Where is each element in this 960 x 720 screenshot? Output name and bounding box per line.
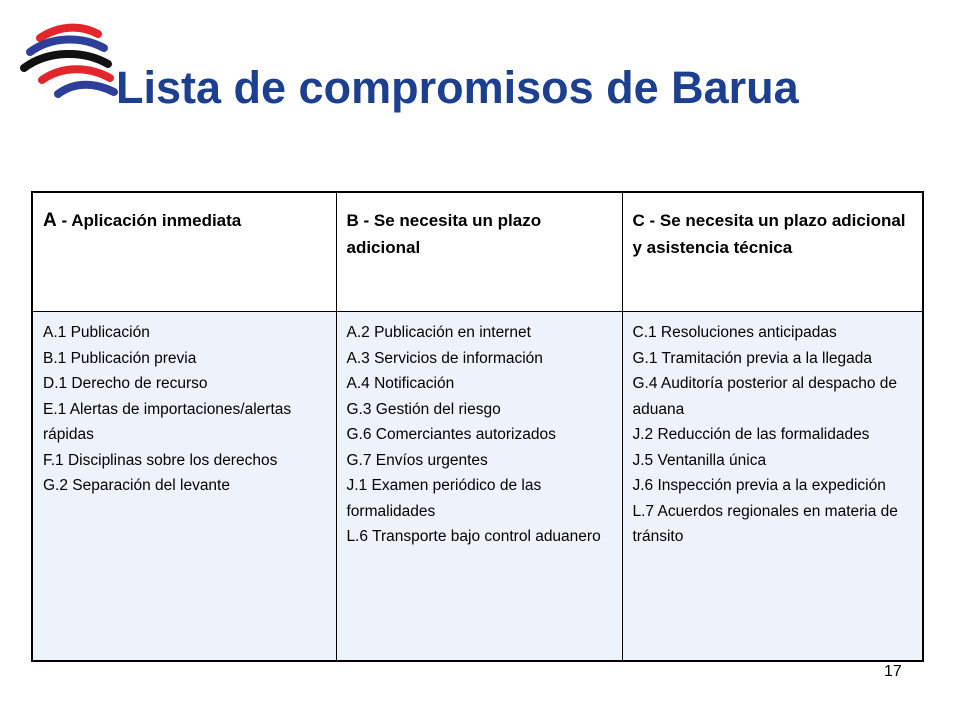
page-number: 17 <box>884 663 902 680</box>
wto-logo-icon <box>18 18 128 108</box>
list-item: A.4 Notificación <box>346 375 455 392</box>
list-item: B.1 Publicación previa <box>43 349 197 367</box>
table-row <box>32 312 923 662</box>
list-item: L.7 Acuerdos regionales en materia de tránsito <box>632 502 898 545</box>
column-header-b-text: - Se necesita un plazo adicional <box>346 211 542 257</box>
list-item: A.3 Servicios de información <box>346 349 543 367</box>
table-header-row <box>32 192 923 312</box>
column-header-a-letter: A <box>43 210 57 231</box>
list-item: L.6 Transporte bajo control aduanero <box>346 528 601 545</box>
column-a-list <box>43 320 330 499</box>
column-header-c-text: - Se necesita un plazo adicional y asistencia técnica <box>632 211 906 257</box>
column-header-b <box>336 192 622 312</box>
column-c-cell <box>622 312 923 662</box>
column-header-b-letter: B <box>346 211 359 230</box>
list-item: J.6 Inspección previa a la expedición <box>632 477 886 494</box>
page-title: Lista de compromisos de Barua <box>116 62 799 113</box>
list-item: J.1 Examen periódico de las formalidades <box>346 477 542 520</box>
list-item: A.1 Publicación <box>43 324 150 341</box>
list-item: G.4 Auditoría posterior al despacho de aduana <box>632 375 898 418</box>
column-header-a-text: - Aplicación inmediata <box>56 211 242 230</box>
list-item: C.1 Resoluciones anticipadas <box>632 324 837 341</box>
list-item: G.2 Separación del levante <box>43 477 230 494</box>
list-item: G.1 Tramitación previa a la llegada <box>632 349 873 367</box>
column-c-list <box>633 320 917 550</box>
list-item: E.1 Alertas de importaciones/alertas rápidas <box>43 400 292 443</box>
list-item: J.5 Ventanilla única <box>632 451 767 469</box>
list-item: G.7 Envíos urgentes <box>346 451 488 469</box>
list-item: J.2 Reducción de las formalidades <box>632 426 870 443</box>
list-item: G.3 Gestión del riesgo <box>346 400 501 418</box>
list-item: D.1 Derecho de recurso <box>43 375 208 392</box>
column-header-a <box>32 192 336 312</box>
column-a-cell <box>32 312 336 662</box>
list-item: G.6 Comerciantes autorizados <box>346 426 556 443</box>
list-item: F.1 Disciplinas sobre los derechos <box>43 451 278 469</box>
column-b-cell <box>336 312 622 662</box>
column-b-list <box>347 320 616 550</box>
commitments-table <box>31 191 924 662</box>
list-item: A.2 Publicación en internet <box>346 324 531 341</box>
column-header-c <box>622 192 923 312</box>
column-header-c-letter: C <box>632 211 645 230</box>
